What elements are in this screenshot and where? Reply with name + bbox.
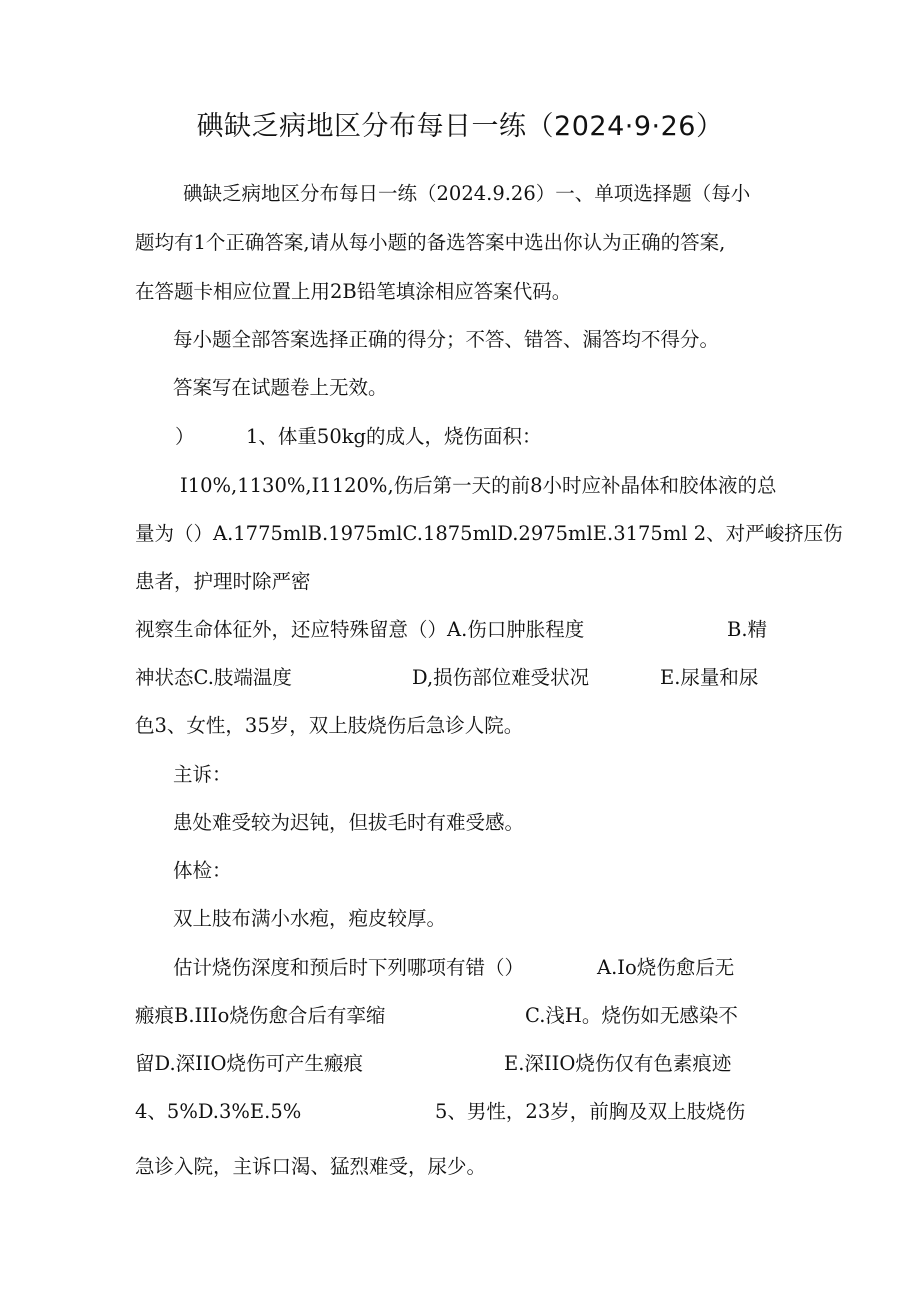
question-5-stem: 5、男性，23岁，前胸及双上肢烧伤 bbox=[435, 1100, 746, 1123]
question-2-option-e: E.尿量和尿 bbox=[660, 666, 759, 689]
question-2-option-bc: 神状态C.肢端温度 bbox=[135, 666, 292, 689]
question-2-stem-line: 患者，护理时除严密 bbox=[135, 570, 311, 593]
paragraph-line-4: 每小题全部答案选择正确的得分；不答、错答、漏答均不得分。 bbox=[173, 328, 720, 351]
question-4-options: 4、5%D.3%E.5% bbox=[135, 1100, 302, 1123]
exam-text: 双上肢布满小水疱，疱皮较厚。 bbox=[173, 907, 447, 930]
question-3-stem: 色3、女性，35岁，双上肢烧伤后急诊人院。 bbox=[135, 714, 524, 737]
question-3-question: 估计烧伤深度和预后时下列哪项有错（） bbox=[173, 956, 525, 979]
paragraph-line-1: 碘缺乏病地区分布每日一练（2024.9.26）一、单项选择题（每小 bbox=[183, 182, 751, 205]
question-2-option-d: D,损伤部位难受状况 bbox=[412, 666, 590, 689]
question-3-option-e: E.深IIO烧伤仅有色素痕迹 bbox=[504, 1052, 732, 1075]
paragraph-line-2: 题均有1个正确答案,请从每小题的备选答案中选出你认为正确的答案, bbox=[135, 231, 726, 254]
document-title: 碘缺乏病地区分布每日一练（2024·9·26） bbox=[196, 111, 724, 142]
question-3-option-b: 瘢痕B.IIIo烧伤愈合后有挛缩 bbox=[135, 1004, 386, 1027]
paren-mark: ） bbox=[175, 425, 195, 448]
complaint-label: 主诉： bbox=[173, 763, 232, 786]
exam-label: 体检： bbox=[173, 859, 232, 882]
question-3-option-d: 留D.深IIO烧伤可产生瘢痕 bbox=[135, 1052, 364, 1075]
paragraph-line-5: 答案写在试题卷上无效。 bbox=[173, 376, 388, 399]
question-2-option-b-start: B.精 bbox=[727, 618, 768, 641]
complaint-text: 患处难受较为迟钝，但拔毛时有难受感。 bbox=[173, 811, 525, 834]
question-2-text: 视察生命体征外，还应特殊留意（）A.伤口肿胀程度 bbox=[135, 618, 585, 641]
question-3-option-c: C.浅H。烧伤如无感染不 bbox=[525, 1004, 738, 1027]
question-1-answers-line: 量为（）A.1775mlB.1975mlC.1875mlD.2975mlE.3175ml 2、对严峻挤压伤 bbox=[135, 522, 843, 545]
question-1-options-line: I10%,1130%,I1120%,伤后第一天的前8小时应补晶体和胶体液的总 bbox=[180, 474, 777, 497]
question-1-stem: 1、体重50kg的成人，烧伤面积： bbox=[246, 425, 542, 448]
paragraph-line-3: 在答题卡相应位置上用2B铅笔填涂相应答案代码。 bbox=[135, 280, 572, 303]
question-5-stem-cont: 急诊入院，主诉口渴、猛烈难受，尿少。 bbox=[135, 1155, 487, 1178]
question-3-option-a: A.Io烧伤愈后无 bbox=[597, 956, 735, 979]
